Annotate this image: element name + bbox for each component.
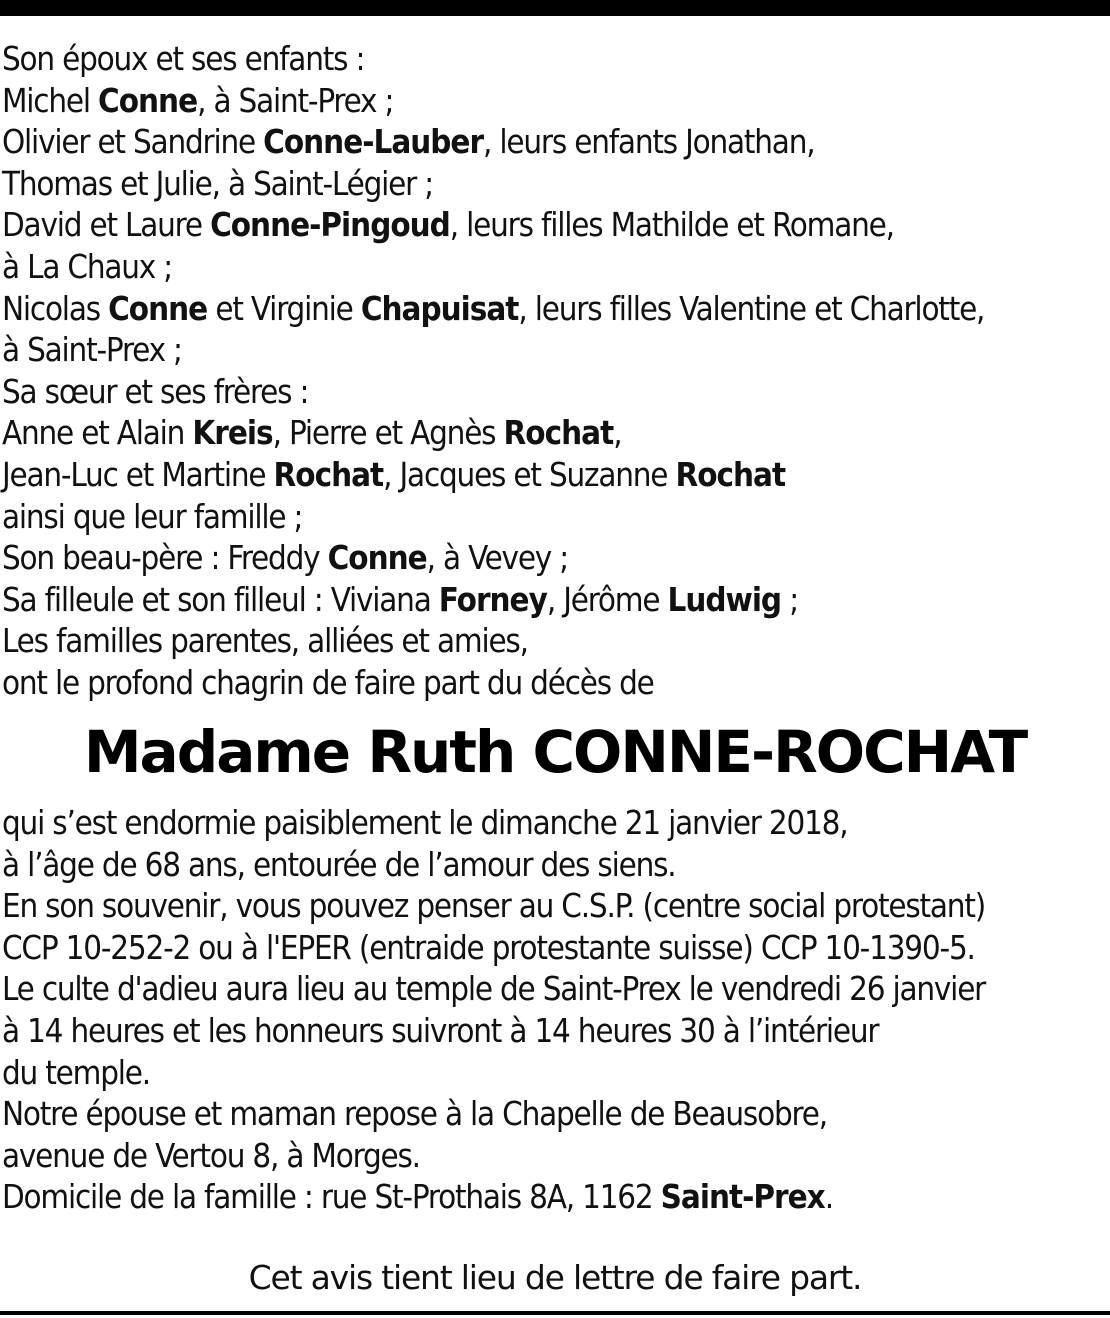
surname: Conne bbox=[327, 538, 427, 578]
text-line bbox=[2, 1052, 1102, 1094]
text-segment: ; bbox=[781, 579, 799, 619]
text-line bbox=[2, 371, 1102, 413]
text-segment: Sa filleule et son filleul : Viviana bbox=[2, 579, 439, 619]
text-line bbox=[2, 38, 1102, 80]
text-segment: Nicolas bbox=[2, 288, 109, 328]
text-segment: , leurs enfants Jonathan, bbox=[483, 122, 815, 162]
text-segment: avenue de Vertou 8, à Morges. bbox=[2, 1135, 420, 1175]
text-line bbox=[2, 802, 1102, 844]
text-segment: Thomas et Julie, à Saint-Légier ; bbox=[2, 163, 434, 203]
surname: Rochat bbox=[273, 454, 384, 494]
text-segment: et Virginie bbox=[207, 288, 361, 328]
notice-details bbox=[2, 802, 1108, 1218]
text-segment: , Jacques et Suzanne bbox=[383, 454, 676, 494]
text-line bbox=[2, 496, 1102, 538]
text-segment: à La Chaux ; bbox=[2, 246, 173, 286]
text-line bbox=[2, 246, 1102, 288]
surname: Conne-Lauber bbox=[263, 122, 484, 162]
surname: Conne bbox=[98, 80, 198, 120]
surname: Rochat bbox=[503, 413, 614, 453]
text-segment: Son beau-père : Freddy bbox=[2, 538, 328, 578]
text-segment: ont le profond chagrin de faire part du décès de bbox=[2, 662, 654, 702]
text-line bbox=[2, 1010, 1102, 1052]
top-rule bbox=[0, 0, 1110, 16]
text-line bbox=[2, 579, 1102, 621]
text-line bbox=[2, 1135, 1102, 1177]
text-segment: . bbox=[824, 1177, 833, 1217]
text-line bbox=[2, 885, 1102, 927]
text-segment: , Pierre et Agnès bbox=[272, 413, 504, 453]
text-line bbox=[2, 288, 1102, 330]
text-segment: qui s’est endormie paisiblement le dimanche 21 janvier 2018, bbox=[2, 803, 848, 842]
surname: Ludwig bbox=[667, 579, 782, 619]
text-segment: Domicile de la famille : rue St-Prothais 8A, 1162 bbox=[2, 1177, 661, 1217]
text-line bbox=[2, 927, 1102, 969]
text-segment: En son souvenir, vous pouvez penser au C.S.P. (centre social protestant) bbox=[2, 886, 986, 926]
text-segment: Le culte d'adieu aura lieu au temple de Saint-Prex le vendredi 26 janvier bbox=[2, 969, 986, 1009]
text-line bbox=[2, 80, 1102, 122]
text-line bbox=[2, 1093, 1102, 1135]
mourners-list bbox=[2, 38, 1108, 704]
text-line bbox=[2, 121, 1102, 163]
text-segment: , à Saint-Prex ; bbox=[197, 80, 394, 120]
surname: Forney bbox=[438, 579, 547, 619]
text-segment: Michel bbox=[2, 80, 99, 120]
text-segment: ainsi que leur famille ; bbox=[2, 496, 303, 536]
text-line bbox=[2, 329, 1102, 371]
text-line bbox=[2, 968, 1102, 1010]
text-segment: du temple. bbox=[2, 1052, 150, 1092]
text-segment: Olivier et Sandrine bbox=[2, 122, 264, 162]
surname: Kreis bbox=[192, 413, 273, 453]
text-segment: Les familles parentes, alliées et amies, bbox=[2, 621, 528, 661]
surname: Chapuisat bbox=[360, 288, 519, 328]
text-line bbox=[2, 844, 1102, 886]
text-segment: CCP 10-252-2 ou à l'EPER (entraide protestante suisse) CCP 10-1390-5. bbox=[2, 927, 975, 967]
text-segment: à l’âge de 68 ans, entourée de l’amour des siens. bbox=[2, 844, 676, 884]
text-segment: Anne et Alain bbox=[2, 413, 193, 453]
deceased-name: Madame Ruth CONNE-ROCHAT bbox=[83, 718, 1027, 786]
text-segment: Son époux et ses enfants : bbox=[2, 39, 365, 78]
surname: Saint-Prex bbox=[660, 1177, 825, 1217]
text-line bbox=[2, 537, 1102, 579]
text-segment: , Jérôme bbox=[546, 579, 668, 619]
text-line bbox=[2, 412, 1102, 454]
text-line bbox=[2, 1176, 1102, 1218]
bottom-rule bbox=[0, 1311, 1110, 1315]
notice-footer: Cet avis tient lieu de lettre de faire part. bbox=[248, 1258, 862, 1297]
surname: Conne-Pingoud bbox=[210, 205, 450, 245]
text-segment: Notre épouse et maman repose à la Chapelle de Beausobre, bbox=[2, 1094, 827, 1134]
text-segment: David et Laure bbox=[2, 205, 211, 245]
text-segment: , à Vevey ; bbox=[426, 538, 569, 578]
text-segment: Sa sœur et ses frères : bbox=[2, 371, 309, 411]
text-segment: , leurs filles Mathilde et Romane, bbox=[449, 205, 894, 245]
text-segment: , leurs filles Valentine et Charlotte, bbox=[518, 288, 985, 328]
surname: Rochat bbox=[675, 454, 786, 494]
text-line bbox=[2, 454, 1102, 496]
text-line bbox=[2, 163, 1102, 205]
text-segment: , bbox=[613, 413, 622, 453]
text-line bbox=[2, 662, 1102, 704]
text-line bbox=[2, 620, 1102, 662]
text-line bbox=[2, 204, 1102, 246]
surname: Conne bbox=[108, 288, 208, 328]
text-segment: Jean-Luc et Martine bbox=[2, 454, 274, 494]
text-segment: à 14 heures et les honneurs suivront à 14 heures 30 à l’intérieur bbox=[2, 1010, 879, 1050]
text-segment: à Saint-Prex ; bbox=[2, 330, 182, 370]
